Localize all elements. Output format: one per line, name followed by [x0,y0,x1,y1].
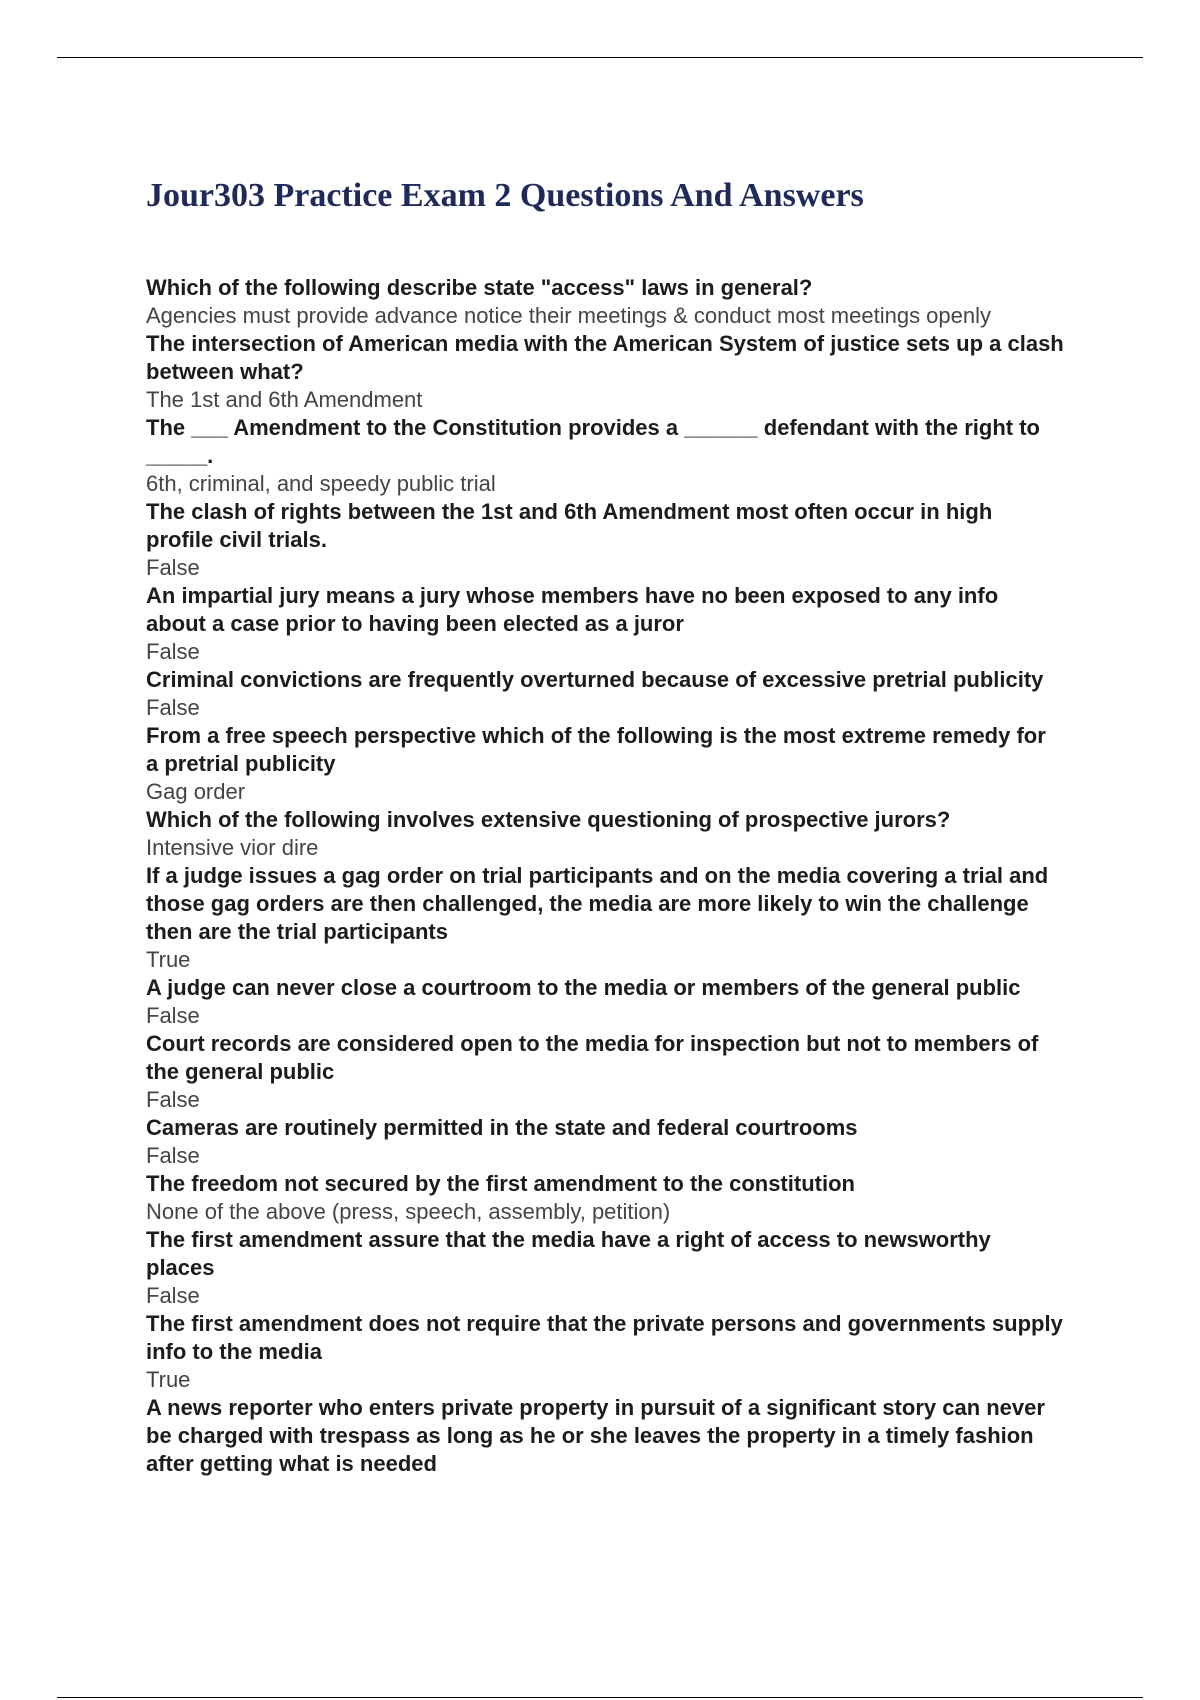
question-11: Court records are considered open to the media for inspection but not to members of the general public [146,1031,1039,1084]
answer-7: Gag order [146,779,246,804]
answer-2: The 1st and 6th Amendment [146,387,423,412]
document-title: Jour303 Practice Exam 2 Questions And Answers [146,177,864,214]
answer-10: False [146,1003,200,1028]
answer-6: False [146,695,200,720]
question-5: An impartial jury means a jury whose members have no been exposed to any info about a case prior to having been elected as a juror [146,583,999,636]
answer-5: False [146,639,200,664]
answer-4: False [146,555,200,580]
bottom-rule [57,1697,1143,1698]
qa-list [146,274,1064,1478]
answer-11: False [146,1087,200,1112]
question-1: Which of the following describe state "access" laws in general? [146,275,813,300]
question-2: The intersection of American media with the American System of justice sets up a clash between what? [146,331,1064,384]
question-4: The clash of rights between the 1st and 6th Amendment most often occur in high profile civil trials. [146,499,993,552]
answer-3: 6th, criminal, and speedy public trial [146,471,496,496]
answer-12: False [146,1143,200,1168]
question-12: Cameras are routinely permitted in the state and federal courtrooms [146,1115,858,1140]
answer-15: True [146,1367,191,1392]
answer-9: True [146,947,191,972]
question-3: The ___ Amendment to the Constitution provides a ______ defendant with the right to _____. [146,415,1040,468]
question-7: From a free speech perspective which of the following is the most extreme remedy for a pretrial publicity [146,723,1046,776]
top-rule [57,57,1143,58]
question-13: The freedom not secured by the first amendment to the constitution [146,1171,855,1196]
question-14: The first amendment assure that the media have a right of access to newsworthy places [146,1227,991,1280]
answer-13: None of the above (press, speech, assembly, petition) [146,1199,671,1224]
answer-14: False [146,1283,200,1308]
question-15: The first amendment does not require that the private persons and governments supply info to the media [146,1311,1063,1364]
question-8: Which of the following involves extensive questioning of prospective jurors? [146,807,951,832]
question-16: A news reporter who enters private property in pursuit of a significant story can never be charged with trespass as long as he or she leaves the property in a timely fashion after getting what is needed [146,1395,1045,1476]
question-6: Criminal convictions are frequently overturned because of excessive pretrial publicity [146,667,1044,692]
answer-1: Agencies must provide advance notice their meetings & conduct most meetings openly [146,303,992,328]
question-10: A judge can never close a courtroom to the media or members of the general public [146,975,1021,1000]
answer-8: Intensive vior dire [146,835,319,860]
question-9: If a judge issues a gag order on trial participants and on the media covering a trial and those gag orders are then challenged, the media are more likely to win the challenge then are the trial participants [146,863,1049,944]
